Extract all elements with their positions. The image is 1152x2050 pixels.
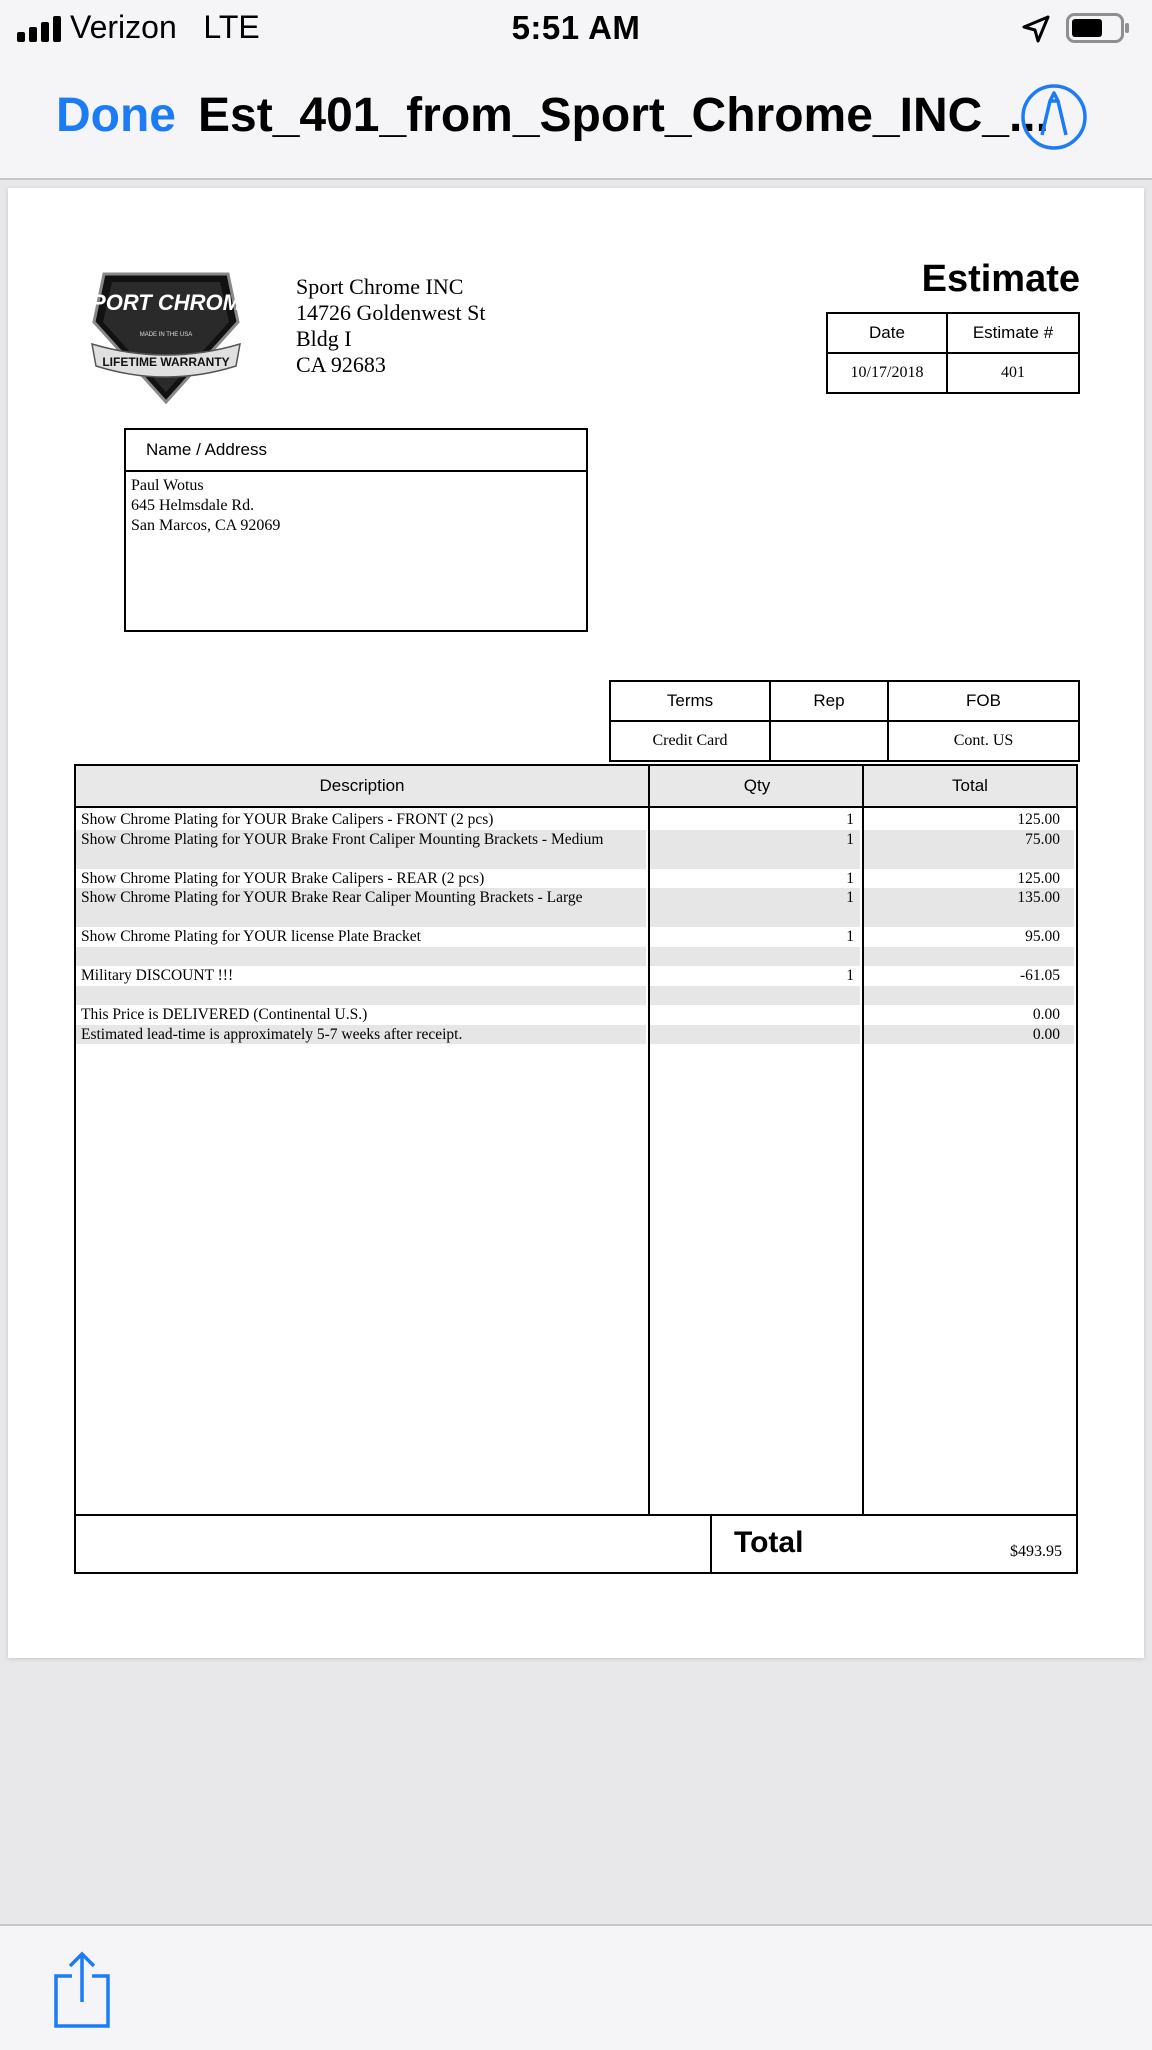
item-total: 135.00 [864,888,1074,927]
item-description [76,947,646,967]
item-description: Show Chrome Plating for YOUR Brake Calipers - REAR (2 pcs) [81,869,485,887]
item-total: 0.00 [864,1025,1074,1045]
item-description: Show Chrome Plating for YOUR Brake Calipers - FRONT (2 pcs) [81,811,494,828]
carrier-name: Verizon [70,9,177,45]
item-total: 95.00 [1025,928,1060,945]
company-name: Sport Chrome INC [296,274,464,299]
location-arrow-icon [1020,13,1052,45]
item-total: -61.05 [1019,967,1060,984]
item-qty: 1 [846,967,854,984]
item-qty [650,1025,860,1045]
item-qty: 1 [846,811,854,828]
item-total [864,947,1074,967]
item-qty: 1 [650,830,860,869]
company-city: CA 92683 [296,352,386,377]
status-time: 5:51 AM [511,9,641,46]
item-qty [650,986,860,1006]
item-qty [650,947,860,967]
terms-header: Terms [610,681,770,721]
network-type: LTE [203,9,260,45]
table-row [76,1005,1076,1025]
line-items-body [76,810,1076,1044]
logo-banner: LIFETIME WARRANTY [102,355,230,369]
item-description: Show Chrome Plating for YOUR license Plate Bracket [81,928,421,945]
total-label: Total [734,1526,804,1559]
total-value: $493.95 [1010,1543,1062,1560]
bottom-toolbar [0,1924,1152,2050]
table-row [76,947,1076,967]
item-qty: 1 [650,888,860,927]
description-header: Description [319,776,405,795]
item-description: Estimated lead-time is approximately 5-7 weeks after receipt. [76,1025,646,1045]
table-row [76,869,1076,889]
sport-chrome-logo [76,270,256,406]
table-row [76,1025,1076,1045]
document-page[interactable] [8,188,1144,1658]
nav-bar [0,58,1152,180]
table-row [76,927,1076,947]
logo-subtext: MADE IN THE USA [139,332,193,338]
fob-header: FOB [888,681,1079,721]
estimate-number-value: 401 [947,353,1079,393]
terms-value: Credit Card [610,721,770,761]
table-row [76,830,1076,869]
name-address-label: Name / Address [126,430,586,472]
table-row [76,966,1076,986]
item-description: Show Chrome Plating for YOUR Brake Front Caliper Mounting Brackets - Medium [76,830,646,869]
name-address-box [124,428,588,632]
item-description [76,986,646,1006]
item-total: 125.00 [1017,811,1060,828]
total-box [74,1514,1078,1574]
item-description: This Price is DELIVERED (Continental U.S.) [81,1006,368,1023]
rep-header: Rep [770,681,888,721]
item-total: 125.00 [1017,869,1060,887]
item-qty: 1 [846,928,854,945]
estimate-number-header: Estimate # [947,313,1079,353]
terms-table [609,680,1080,762]
customer-line: Paul Wotus [131,477,204,494]
company-address [296,274,485,378]
share-icon[interactable] [52,1950,112,2030]
line-items-header [76,766,1076,808]
fob-value: Cont. US [888,721,1079,761]
item-qty [650,1005,860,1025]
customer-line: 645 Helmsdale Rd. [131,497,255,514]
item-description: Show Chrome Plating for YOUR Brake Rear Caliper Mounting Brackets - Large [76,888,646,927]
item-qty: 1 [846,869,854,887]
document-title: Est_401_from_Sport_Chrome_INC_... [198,89,1049,142]
table-row [76,810,1076,830]
table-row [76,888,1076,927]
logo-text: SPORT CHROME [76,290,256,315]
item-total: 75.00 [864,830,1074,869]
qty-header: Qty [743,776,771,795]
total-header: Total [952,776,988,795]
markup-pen-icon[interactable] [1020,83,1088,151]
item-total [864,986,1074,1006]
item-total: 0.00 [1032,1006,1060,1023]
status-bar [0,0,1152,58]
company-street: 14726 Goldenwest St [296,300,486,325]
table-row [76,986,1076,1006]
estimate-heading: Estimate [921,258,1080,300]
battery-icon [1066,13,1130,43]
date-value: 10/17/2018 [827,353,947,393]
customer-address [126,472,586,540]
rep-value [770,721,888,761]
date-header: Date [827,313,947,353]
line-items-table [74,764,1078,1516]
customer-line: San Marcos, CA 92069 [131,517,281,534]
company-building: Bldg I [296,326,352,351]
estimate-meta-table [826,312,1080,394]
done-button[interactable]: Done [56,89,176,142]
item-description: Military DISCOUNT !!! [81,967,234,984]
